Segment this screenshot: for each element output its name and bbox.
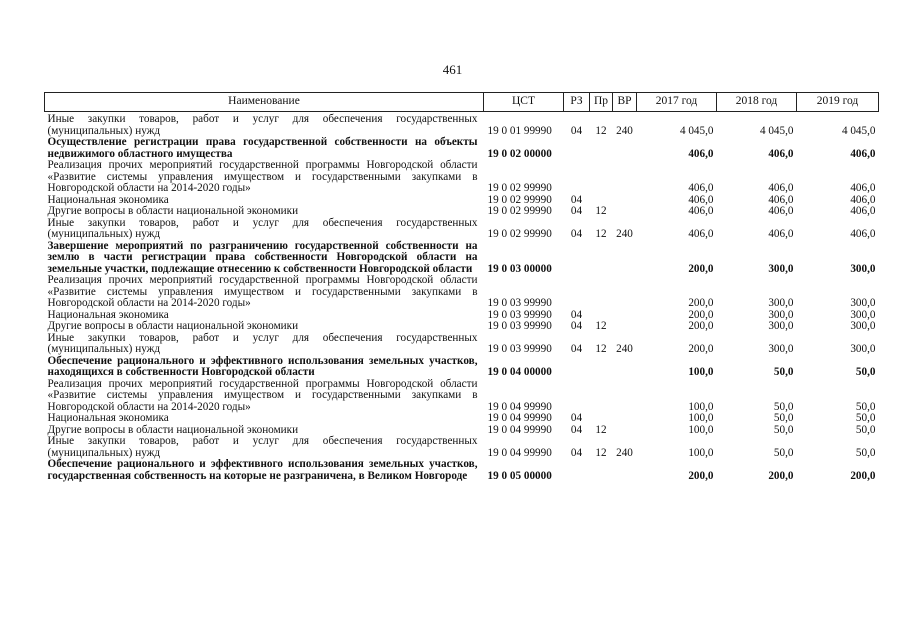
cell-name: Обеспечение рационального и эффективного использования земельных участков, государственная собственность на которые не разграничена, в Великом Новгороде: [47, 458, 478, 482]
cell-2019: 50,0: [855, 423, 876, 436]
cell-cst: 19 0 05 00000: [487, 469, 552, 482]
cell-2019: 300,0: [850, 320, 876, 332]
cell-cst: 19 0 04 00000: [487, 366, 552, 378]
table-row: [45, 137, 879, 160]
cell-2018: 300,0: [768, 262, 794, 275]
table-row: [45, 356, 879, 379]
cell-vr: [613, 195, 637, 207]
table-body: [45, 112, 879, 483]
cell-name: Другие вопросы в области национальной экономики: [47, 205, 299, 217]
cell-vr: 240: [616, 343, 633, 355]
table-row: [45, 160, 879, 195]
cell-2018: 406,0: [768, 182, 794, 194]
cell-cst: 19 0 03 99990: [487, 308, 552, 321]
cell-2017: 100,0: [688, 412, 714, 424]
cell-2019: 4 045,0: [841, 124, 876, 137]
cell-cst: 19 0 02 99990: [487, 205, 552, 217]
cell-cst: 19 0 03 99990: [487, 320, 552, 332]
cell-2019: 50,0: [855, 412, 876, 424]
cell-rz: 04: [570, 343, 583, 355]
table-row: [45, 321, 879, 333]
cell-rz: [564, 459, 590, 482]
cell-2019: 406,0: [850, 182, 876, 194]
cell-cst: 19 0 01 99990: [487, 124, 552, 137]
cell-rz: 04: [570, 193, 583, 206]
cell-vr: [613, 206, 637, 218]
cell-2019: 406,0: [850, 147, 876, 160]
cell-pr: [590, 356, 613, 379]
cell-2018: 406,0: [768, 193, 794, 206]
cell-vr: [613, 413, 637, 425]
cell-2019: 50,0: [855, 400, 876, 413]
cell-pr: [590, 137, 613, 160]
cell-2019: 406,0: [850, 205, 876, 217]
cell-2019: 300,0: [850, 343, 876, 355]
cell-pr: 12: [595, 205, 607, 217]
cell-2019: 50,0: [855, 446, 876, 459]
table-row: [45, 413, 879, 425]
cell-vr: [613, 356, 637, 379]
cell-name: Другие вопросы в области национальной экономики: [47, 320, 299, 332]
cell-rz: 04: [570, 308, 583, 321]
cell-2017: 406,0: [688, 193, 714, 206]
cell-pr: [590, 160, 613, 195]
cell-vr: 240: [616, 228, 633, 240]
page-number: 461: [442, 62, 463, 77]
header-name: Наименование: [45, 93, 484, 112]
cell-pr: 12: [595, 320, 607, 332]
cell-2018: 406,0: [768, 228, 794, 240]
cell-2019: 300,0: [850, 308, 876, 321]
table-row: [45, 218, 879, 241]
cell-vr: [613, 160, 637, 195]
cell-2017: 100,0: [688, 423, 714, 436]
cell-rz: [564, 356, 590, 379]
cell-cst: 19 0 03 99990: [487, 297, 552, 309]
header-2017: 2017 год: [637, 93, 717, 112]
table-row: [45, 241, 879, 276]
cell-name: Завершение мероприятий по разграничению государственной собственности на землю в части регистрации права собственности Новгородской области на земельные участки, подлежащие отнесению к собственности Новгородской области: [47, 239, 478, 275]
cell-vr: [613, 459, 637, 482]
cell-cst: 19 0 04 99990: [487, 412, 552, 424]
table-row: [45, 379, 879, 414]
cell-rz: [564, 160, 590, 195]
cell-pr: 12: [595, 446, 607, 459]
cell-2018: 50,0: [773, 423, 794, 436]
cell-name: Реализация прочих мероприятий государственной программы Новгородской области «Развитие системы управления имуществом и государственными закупками в Новгородской области на 2014-2020 годы»: [47, 377, 478, 413]
cell-name: Обеспечение рационального и эффективного использования земельных участков, находящихся в собственности Новгородской области: [47, 354, 478, 378]
cell-name: Национальная экономика: [47, 193, 169, 206]
cell-cst: 19 0 04 99990: [487, 423, 552, 436]
cell-2019: 300,0: [850, 297, 876, 309]
table-row: [45, 206, 879, 218]
cell-2017: 100,0: [688, 400, 714, 413]
cell-2018: 300,0: [768, 320, 794, 332]
header-2018: 2018 год: [717, 93, 797, 112]
cell-vr: 240: [616, 446, 633, 459]
cell-rz: 04: [570, 423, 583, 436]
cell-2018: 406,0: [768, 147, 794, 160]
cell-vr: [613, 379, 637, 414]
cell-rz: 04: [570, 412, 583, 424]
table-row: [45, 436, 879, 459]
cell-rz: 04: [570, 205, 583, 217]
cell-pr: 12: [595, 228, 607, 240]
cell-rz: 04: [570, 124, 583, 137]
cell-2017: 200,0: [688, 469, 714, 482]
cell-vr: [613, 321, 637, 333]
cell-2017: 100,0: [688, 366, 714, 378]
cell-2019: 406,0: [850, 193, 876, 206]
cell-name: Иные закупки товаров, работ и услуг для обеспечения государственных (муниципальных) нужд: [47, 113, 478, 137]
cell-pr: [590, 379, 613, 414]
cell-rz: [564, 241, 590, 276]
cell-name: Иные закупки товаров, работ и услуг для обеспечения государственных (муниципальных) нужд: [47, 331, 478, 355]
cell-2018: 50,0: [773, 366, 794, 378]
cell-cst: 19 0 03 99990: [487, 343, 552, 355]
cell-2017: 406,0: [688, 182, 714, 194]
cell-rz: 04: [570, 228, 583, 240]
table-row: [45, 333, 879, 356]
cell-name: Другие вопросы в области национальной экономики: [47, 423, 299, 436]
cell-cst: 19 0 02 99990: [487, 193, 552, 206]
cell-cst: 19 0 04 99990: [487, 446, 552, 459]
cell-2017: 406,0: [688, 205, 714, 217]
cell-name: Реализация прочих мероприятий государственной программы Новгородской области «Развитие системы управления имуществом и государственными закупками в Новгородской области на 2014-2020 годы»: [47, 274, 478, 309]
cell-cst: 19 0 02 99990: [487, 182, 552, 194]
budget-table: [44, 92, 879, 482]
cell-2017: 100,0: [688, 446, 714, 459]
cell-2018: 300,0: [768, 343, 794, 355]
cell-2017: 200,0: [688, 262, 714, 275]
cell-pr: [590, 275, 613, 310]
cell-pr: 12: [595, 343, 607, 355]
cell-2019: 300,0: [850, 262, 876, 275]
cell-2017: 200,0: [688, 297, 714, 309]
table-row: [45, 275, 879, 310]
cell-cst: 19 0 02 00000: [487, 147, 552, 160]
cell-2017: 406,0: [688, 147, 714, 160]
cell-2018: 406,0: [768, 205, 794, 217]
table-row: [45, 112, 879, 138]
cell-2017: 200,0: [688, 320, 714, 332]
cell-pr: 12: [595, 124, 607, 137]
cell-rz: [564, 275, 590, 310]
cell-2017: 4 045,0: [679, 124, 714, 137]
cell-pr: 12: [595, 423, 607, 436]
cell-name: Национальная экономика: [47, 308, 169, 321]
cell-rz: 04: [570, 320, 583, 332]
cell-rz: [564, 137, 590, 160]
cell-pr: [590, 413, 613, 425]
cell-2017: 200,0: [688, 308, 714, 321]
cell-2019: 406,0: [850, 228, 876, 240]
cell-name: Осуществление регистрации права государственной собственности на объекты недвижимого областного имущества: [47, 136, 478, 160]
cell-pr: [590, 459, 613, 482]
cell-2017: 406,0: [688, 228, 714, 240]
table-header: [45, 93, 879, 112]
header-pr: Пр: [590, 93, 613, 112]
cell-rz: [564, 379, 590, 414]
cell-vr: 240: [616, 124, 633, 137]
cell-2018: 4 045,0: [759, 124, 794, 137]
cell-2018: 50,0: [773, 412, 794, 424]
cell-2018: 50,0: [773, 400, 794, 413]
cell-vr: [613, 275, 637, 310]
table-row: [45, 459, 879, 482]
cell-cst: 19 0 02 99990: [487, 228, 552, 240]
cell-name: Национальная экономика: [47, 412, 169, 424]
cell-rz: 04: [570, 446, 583, 459]
cell-name: Реализация прочих мероприятий государственной программы Новгородской области «Развитие системы управления имуществом и государственными закупками в Новгородской области на 2014-2020 годы»: [47, 159, 478, 194]
cell-2019: 200,0: [850, 469, 876, 482]
cell-vr: [613, 137, 637, 160]
cell-name: Иные закупки товаров, работ и услуг для обеспечения государственных (муниципальных) нужд: [47, 216, 478, 240]
cell-2019: 50,0: [855, 366, 876, 378]
cell-2018: 200,0: [768, 469, 794, 482]
header-cst: ЦСТ: [484, 93, 564, 112]
cell-vr: [613, 241, 637, 276]
cell-vr: [613, 310, 637, 322]
cell-cst: 19 0 04 99990: [487, 400, 552, 413]
cell-vr: [613, 425, 637, 437]
cell-cst: 19 0 03 00000: [487, 262, 552, 275]
header-vr: ВР: [613, 93, 637, 112]
header-row: [45, 93, 879, 112]
header-2019: 2019 год: [797, 93, 879, 112]
cell-2018: 300,0: [768, 308, 794, 321]
cell-name: Иные закупки товаров, работ и услуг для обеспечения государственных (муниципальных) нужд: [47, 435, 478, 459]
cell-2018: 50,0: [773, 446, 794, 459]
cell-2017: 200,0: [688, 343, 714, 355]
cell-pr: [590, 241, 613, 276]
header-rz: РЗ: [564, 93, 590, 112]
cell-2018: 300,0: [768, 297, 794, 309]
